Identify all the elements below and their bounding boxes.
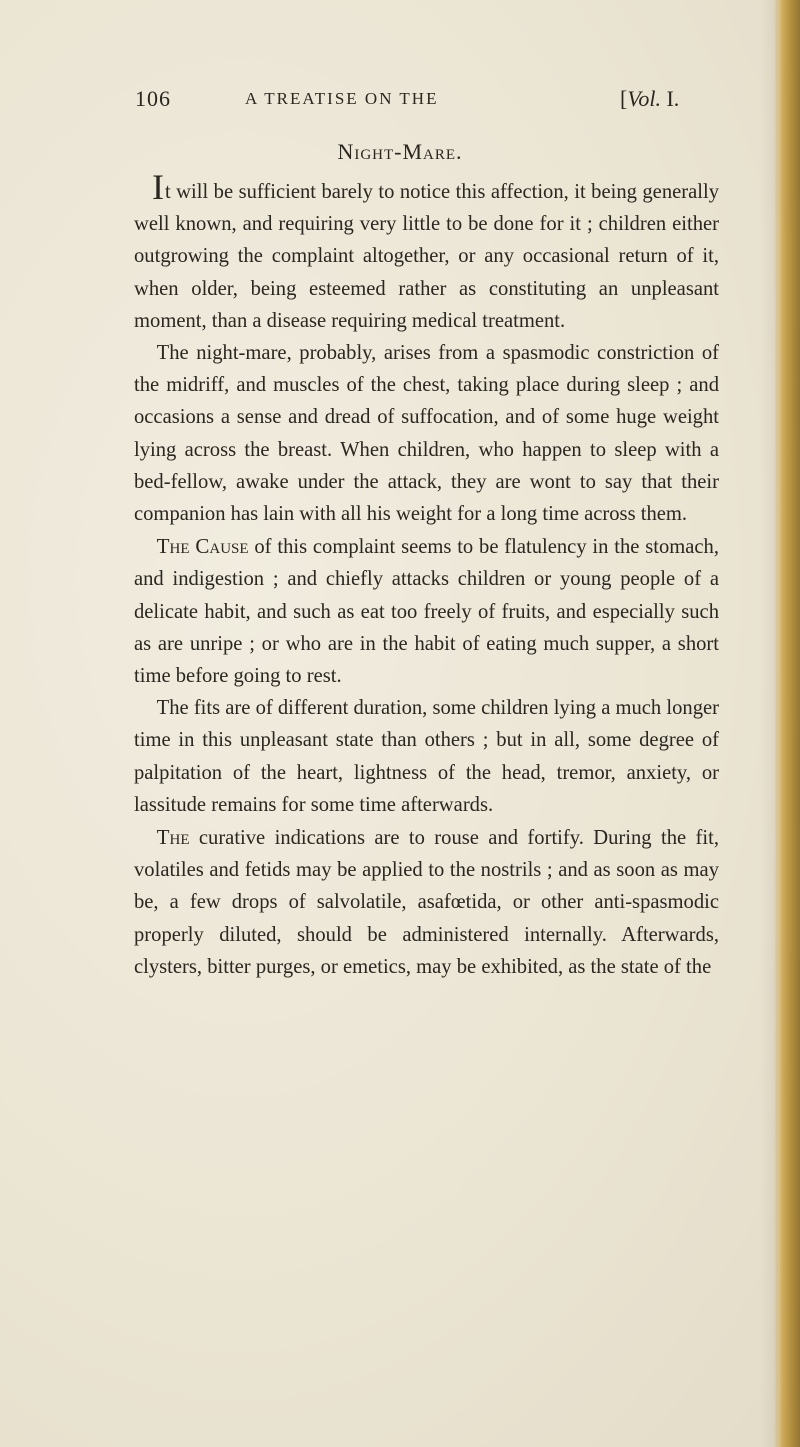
volume-abbrev: Vol. bbox=[627, 86, 661, 111]
section-title: Night-Mare. bbox=[337, 139, 463, 164]
paragraph-3 bbox=[134, 530, 719, 692]
running-head-title: A TREATISE ON THE bbox=[245, 89, 439, 108]
body-text bbox=[134, 167, 720, 983]
paragraph-4 bbox=[134, 692, 719, 821]
paragraph-5 bbox=[134, 821, 719, 983]
paragraph-1-text: t will be sufficient barely to notice this affection, it being generally well known, and requiring very little to be done for it ; children either outgrowing the complaint altogether, or any occasional return of it, when older, being esteemed rather as constituting an unpleasant moment, than a disease requiring medical treatment. bbox=[134, 181, 719, 332]
paragraph-5-text: curative indications are to rouse and fortify. During the fit, volatiles and fetids may be applied to the nostrils ; and as soon as may be, a few drops of salvolatile, asafœtida, or other anti-spasmodic properly diluted, should be administered internally. Afterwards, clysters, bitter purges, or emetics, may be exhibited, as the state of the bbox=[134, 827, 719, 978]
paragraph-3-text: of this complaint seems to be flatulency in the stomach, and indigestion ; and chiefly attacks children or young people of a delicate habit, and such as eat too freely of fruits, and especially such as are unripe ; or who are in the habit of eating much supper, a short time before going to rest. bbox=[134, 536, 720, 688]
paragraph-5-lead: The bbox=[156, 825, 190, 850]
volume-bracket: [ bbox=[620, 86, 628, 111]
drop-cap: I bbox=[152, 167, 164, 207]
paragraph-2-text: The night-mare, probably, arises from a spasmodic constriction of the midriff, and muscles of the chest, taking place during sleep ; and occasions a sense and dread of suffocation, and of some huge weight lying across the breast. When children, who happen to sleep with a bed-fellow, awake under the attack, they are wont to say that their companion has lain with all his weight for a long time across them. bbox=[134, 342, 719, 526]
page-number: 106 bbox=[135, 86, 171, 111]
volume-label bbox=[620, 86, 679, 112]
paragraph-4-text: The fits are of different duration, some children lying a much longer time in this unpleasant state than others ; but in all, some degree of palpitation of the heart, lightness of the head, tremor, anxiety, or lassitude remains for some time afterwards. bbox=[134, 697, 719, 816]
paragraph-2 bbox=[134, 337, 719, 530]
running-head bbox=[0, 86, 800, 116]
page-edge bbox=[774, 0, 800, 1447]
paragraph-3-lead: The Cause bbox=[156, 534, 249, 559]
paragraph-1 bbox=[134, 167, 719, 337]
volume-number: I. bbox=[666, 86, 680, 111]
